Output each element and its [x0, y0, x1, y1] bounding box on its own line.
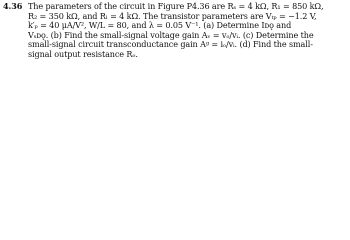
problem-line: The parameters of the circuit in Figure P4.36 are Rₛ = 4 kΩ, R₁ = 850 kΩ,	[28, 2, 324, 11]
problem-text	[28, 2, 349, 60]
problem-line: R₂ = 350 kΩ, and Rₗ = 4 kΩ. The transistor parameters are Vₜₚ = −1.2 V,	[28, 11, 317, 21]
problem-line: Vₛᴅǫ. (b) Find the small-signal voltage gain Aᵥ = vₒ/vᵢ. (c) Determine the	[28, 30, 314, 40]
problem-number: 4.36	[3, 1, 23, 11]
problem-line: small-signal circuit transconductance gain Aᵍ = iₒ/vᵢ. (d) Find the small-	[28, 40, 313, 50]
problem-statement	[3, 2, 347, 75]
problem-line: k′ₚ = 40 μA/V², W/L = 80, and λ = 0.05 V⁻¹. (a) Determine Iᴅǫ and	[28, 21, 292, 31]
problem-line: signal output resistance Rₒ.	[28, 49, 138, 59]
